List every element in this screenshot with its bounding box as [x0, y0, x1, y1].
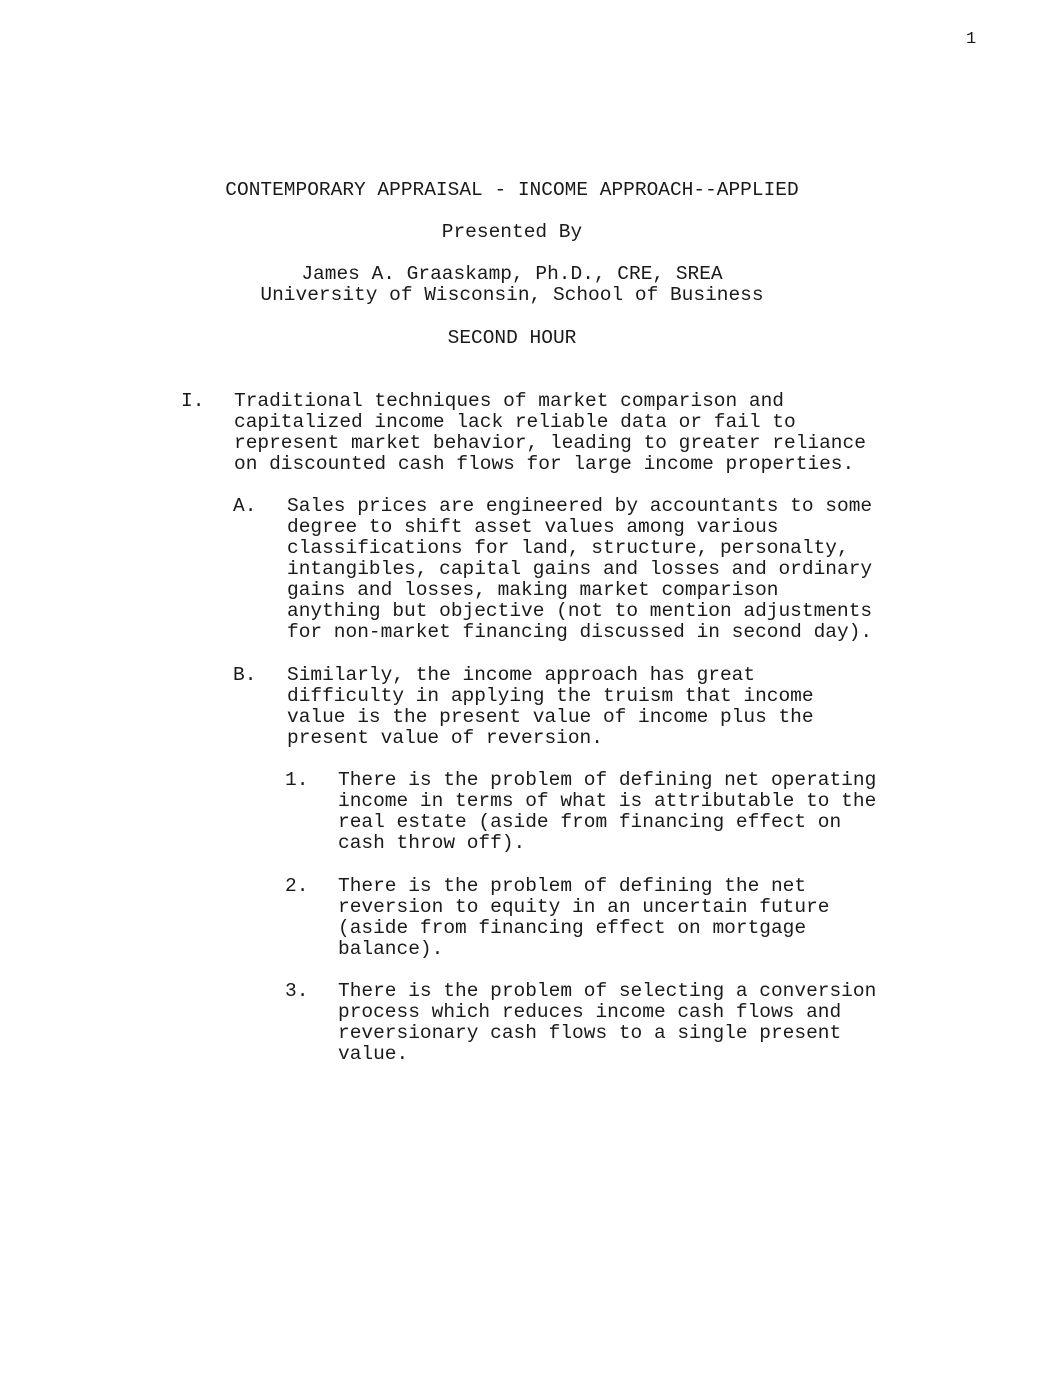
document-title: CONTEMPORARY APPRAISAL - INCOME APPROACH--APPLIED [225, 179, 799, 201]
outline-text: There is the problem of defining the net reversion to equity in an uncertain future (aside from financing effect on mortgage balance). [338, 875, 830, 960]
outline-label: A. [233, 495, 257, 517]
outline-label: 2. [285, 875, 309, 897]
session-heading: SECOND HOUR [447, 327, 577, 349]
outline-text: Similarly, the income approach has great difficulty in applying the truism that income value is the present value of income plus the present value of reversion. [287, 664, 814, 749]
author-line: James A. Graaskamp, Ph.D., CRE, SREA [301, 263, 723, 285]
presented-by-line: Presented By [441, 221, 583, 243]
outline-text: Traditional techniques of market comparison and capitalized income lack reliable data or fail to represent market behavior, leading to greater reliance on discounted cash flows for large income properties. [234, 390, 866, 475]
page-number: 1 [966, 30, 977, 49]
outline-label: 3. [285, 980, 309, 1002]
outline-label: B. [233, 664, 257, 686]
affiliation-line: University of Wisconsin, School of Business [260, 284, 764, 306]
outline-label: I. [181, 390, 205, 412]
outline-text: There is the problem of defining net operating income in terms of what is attributable to the real estate (aside from financing effect on cash throw off). [338, 769, 877, 854]
outline-label: 1. [285, 769, 309, 791]
outline-text: Sales prices are engineered by accountants to some degree to shift asset values among various classifications for land, structure, personalty, intangibles, capital gains and losses and ordinary gains and losses, making market comparison anything but objective (not to mention adjustments for non-market financing discussed in second day). [287, 495, 873, 643]
outline-text: There is the problem of selecting a conversion process which reduces income cash flows and reversionary cash flows to a single present value. [338, 980, 877, 1065]
